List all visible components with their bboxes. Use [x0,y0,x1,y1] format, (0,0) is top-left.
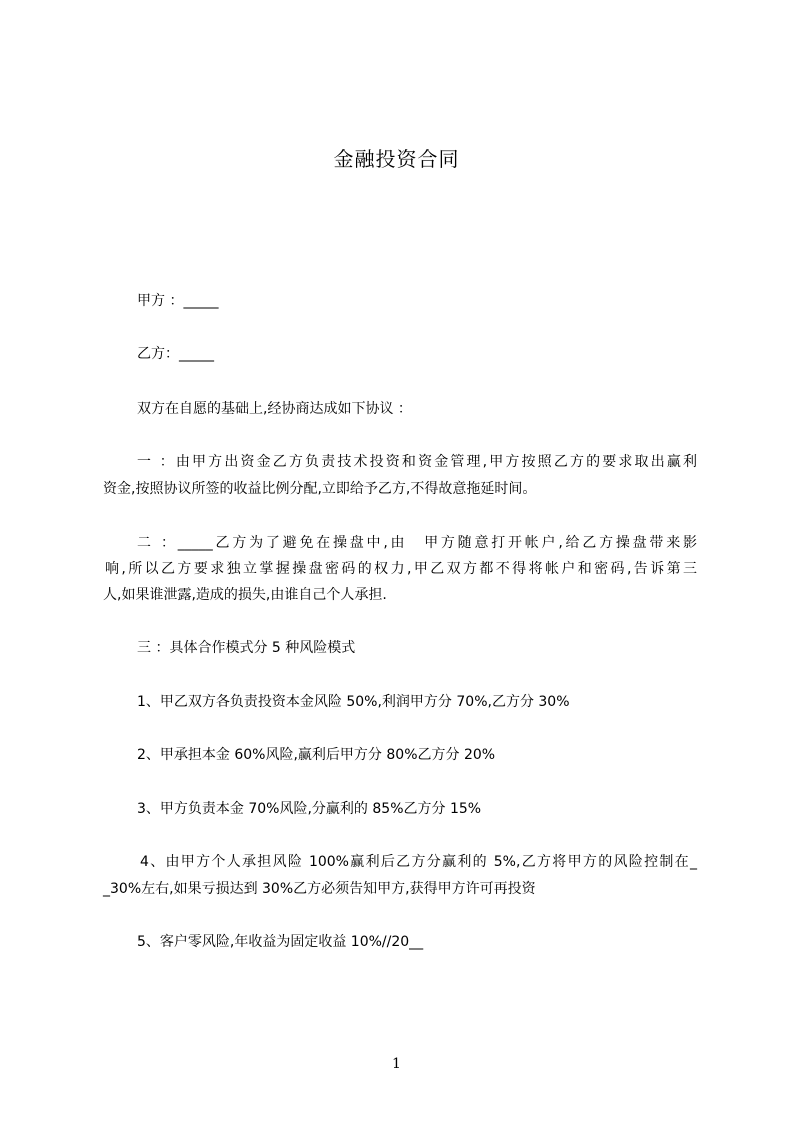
clause-2-line-1: 二 ：_____乙方为了避免在操盘中,由 甲方随意打开帐户,给乙方操盘带来影 [137,535,697,551]
document-title: 金融投资合同 [333,147,460,171]
clause-2-line-3: 人,如果谁泄露,造成的损失,由谁自己个人承担. [103,587,387,603]
intro-paragraph: 双方在自愿的基础上,经协商达成如下协议 ： [137,401,412,417]
clause-2-row-2 [105,559,697,579]
party-a-line: 甲方 ：_____ [137,293,219,309]
mode-2: 2、甲承担本金 60%风险,赢利后甲方分 80%乙方分 20% [137,747,496,763]
mode-4-line-2: _30%左右,如果亏损达到 30%乙方必须告知甲方,获得甲方许可再投资 [103,881,536,897]
mode-4-line-1: 4、由甲方个人承担风险 100%赢利后乙方分赢利的 5%,乙方将甲方的风险控制在_ [140,854,697,870]
mode-1: 1、甲乙双方各负责投资本金风险 50%,利润甲方分 70%,乙方分 30% [137,694,570,710]
clause-1 [137,452,697,472]
mode-4 [140,852,697,872]
clause-3-heading: 三 ：具体合作模式分 5 种风险模式 [137,640,356,656]
party-b-line: 乙方：_____ [137,346,214,362]
mode-5: 5、客户零风险,年收益为固定收益 10%//20__ [137,934,424,950]
mode-3: 3、甲方负责本金 70%风险,分赢利的 85%乙方分 15% [137,801,482,817]
clause-2-line-2: 响,所以乙方要求独立掌握操盘密码的权力,甲乙双方都不得将帐户和密码,告诉第三 [105,561,697,577]
page-number: 1 [392,1056,401,1072]
clause-1-line-1: 一 ：由甲方出资金乙方负责技术投资和资金管理,甲方按照乙方的要求取出赢利 [137,454,697,470]
clause-1-line-2: 资金,按照协议所签的收益比例分配,立即给予乙方,不得故意拖延时间。 [103,481,537,497]
clause-2 [137,533,697,553]
